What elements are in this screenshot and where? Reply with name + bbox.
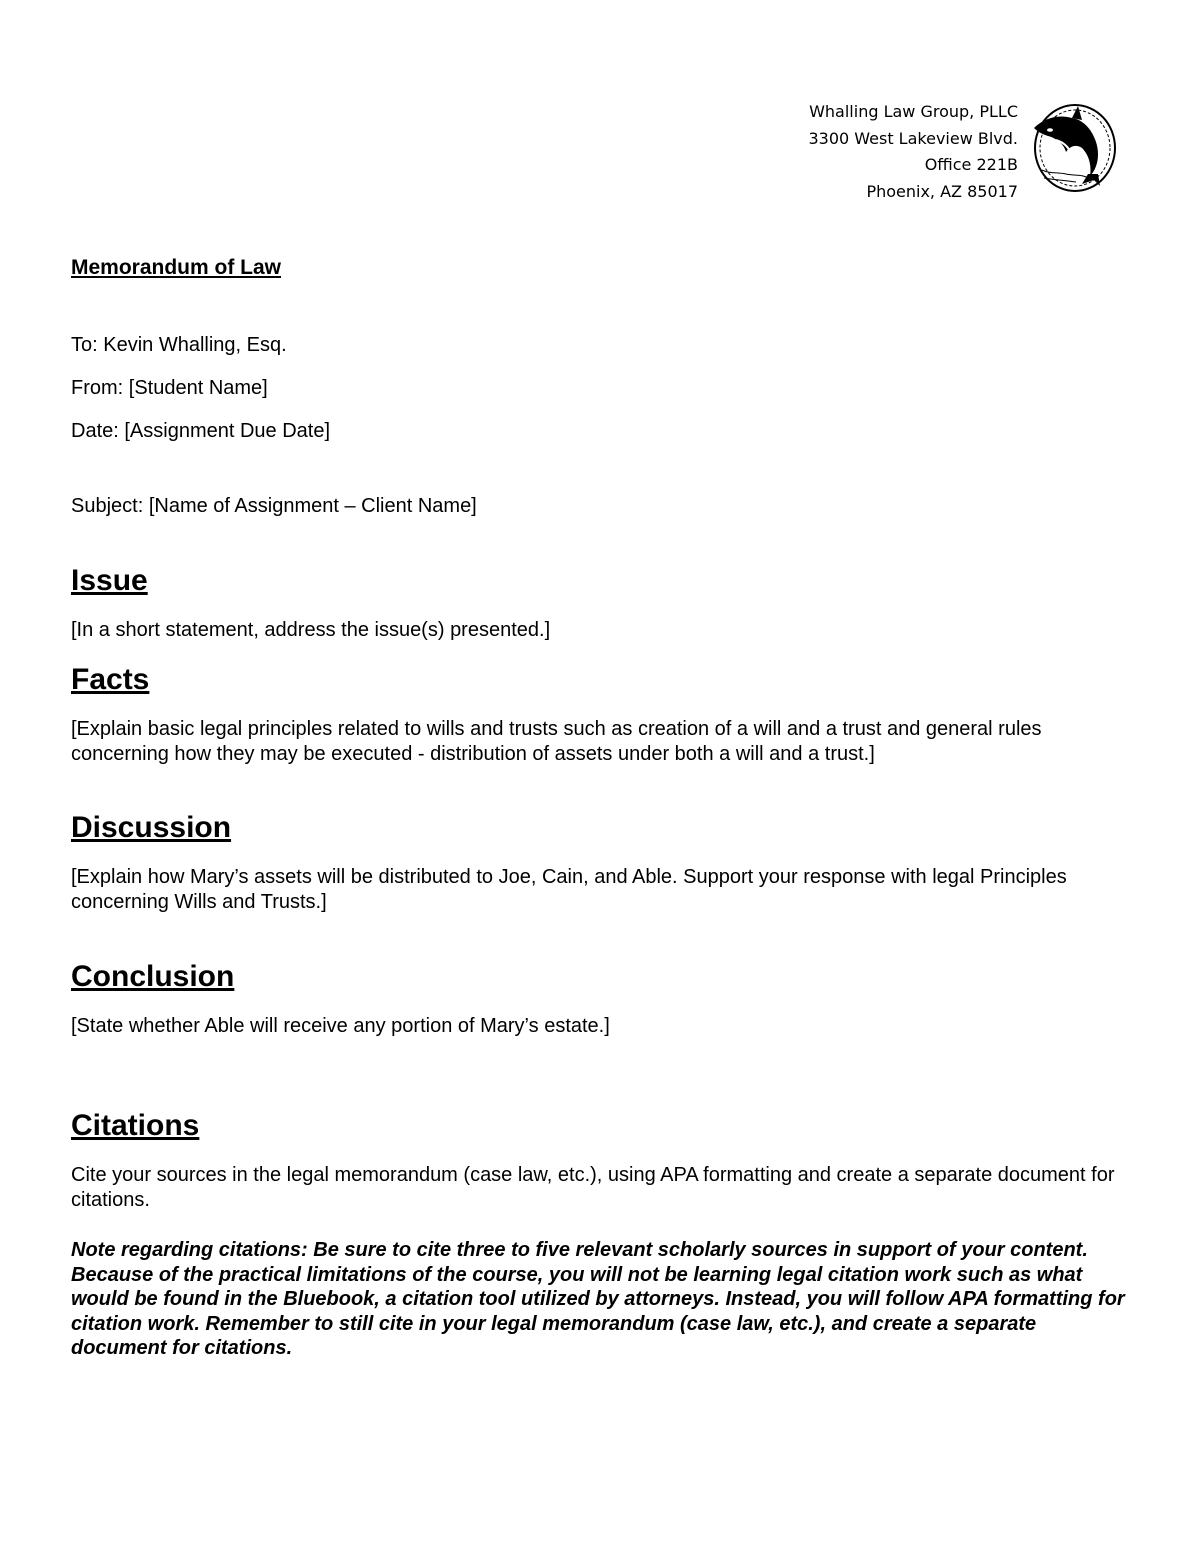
memo-from: From: [Student Name] (71, 377, 268, 399)
conclusion-body: [State whether Able will receive any portion of Mary’s estate.] (71, 1015, 610, 1037)
discussion-heading: Discussion (71, 811, 232, 844)
facts-body: [Explain basic legal principles related to wills and trusts such as creation of a will and a trust and general rules concerning how they may be executed - distribution of assets under both a will and a trust.] (71, 718, 1042, 765)
firm-street: 3300 West Lakeview Blvd. (808, 128, 1018, 148)
citations-body: Cite your sources in the legal memorandum (case law, etc.), using APA formatting and create a separate document for citations. (71, 1164, 1115, 1211)
discussion-body: [Explain how Mary’s assets will be distributed to Joe, Cain, and Able. Support your response with legal Principles concerning Wills and Trusts.] (71, 866, 1067, 913)
issue-heading: Issue (71, 564, 148, 597)
memo-to: To: Kevin Whalling, Esq. (71, 334, 287, 356)
citations-note: Note regarding citations: Be sure to cite three to five relevant scholarly sources in support of your content. Because of the practical limitations of the course, you will not be learning legal citation work such as what would be found in the Bluebook, a citation tool utilized by attorneys. Instead, you will follow APA formatting for citation work. Remember to still cite in your legal memorandum (case law, etc.), and create a separate document for citations. (71, 1239, 1125, 1360)
letterhead (808, 99, 1018, 205)
orca-whale-icon (1026, 100, 1118, 196)
firm-city: Phoenix, AZ 85017 (866, 181, 1018, 201)
memo-subject: Subject: [Name of Assignment – Client Name] (71, 495, 477, 517)
facts-heading: Facts (71, 663, 150, 696)
issue-body: [In a short statement, address the issue(s) presented.] (71, 619, 551, 641)
firm-name: Whalling Law Group, PLLC (809, 102, 1018, 121)
memo-date: Date: [Assignment Due Date] (71, 420, 331, 442)
conclusion-heading: Conclusion (71, 960, 235, 993)
citations-heading: Citations (71, 1109, 200, 1142)
page-title: Memorandum of Law (71, 256, 282, 279)
firm-office: Office 221B (924, 155, 1018, 174)
